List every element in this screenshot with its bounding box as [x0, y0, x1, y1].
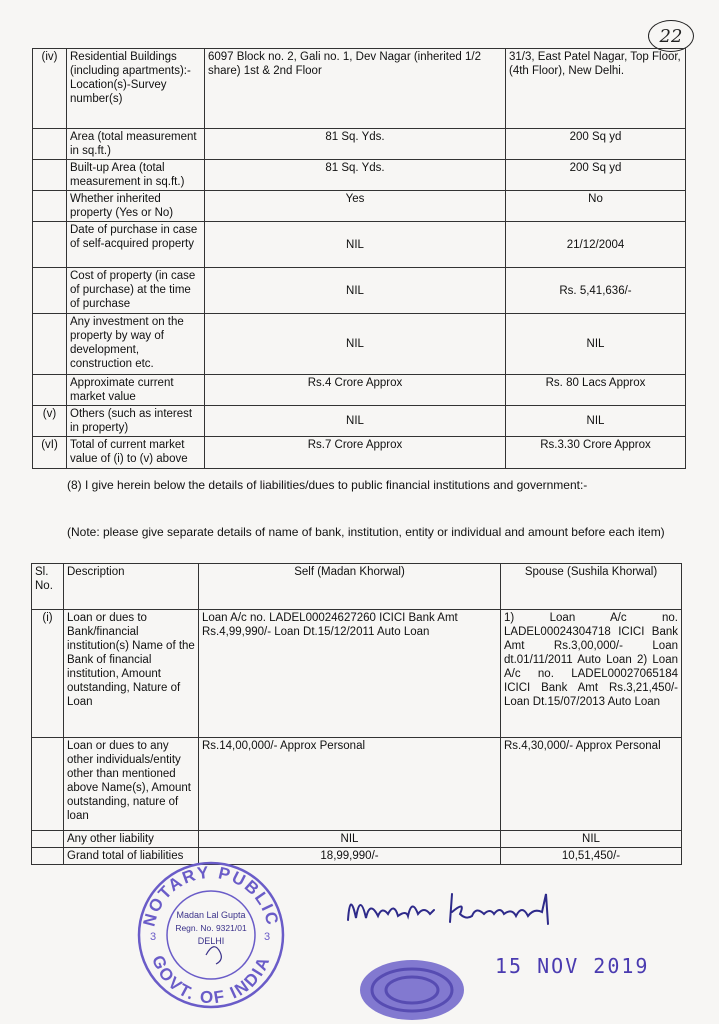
- description-cell: Residential Buildings (including apartments):- Location(s)-Survey number(s): [67, 49, 205, 129]
- sno-cell: [33, 222, 67, 268]
- self-cell: 6097 Block no. 2, Gali no. 1, Dev Nagar (inherited 1/2 share) 1st & 2nd Floor: [205, 49, 506, 129]
- description-cell: Loan or dues to Bank/financial institution(s) Name of the Bank of financial institution, Amount outstanding, Nature of Loan: [64, 610, 199, 738]
- self-cell: 81 Sq. Yds.: [205, 129, 506, 160]
- spouse-cell: NIL: [501, 831, 682, 848]
- description-cell: Any investment on the property by way of development, construction etc.: [67, 314, 205, 375]
- liabilities-note: (Note: please give separate details of name of bank, institution, entity or individual and amount before each item): [67, 525, 665, 539]
- table-row: [32, 831, 682, 848]
- self-cell: Rs.14,00,000/- Approx Personal: [199, 738, 501, 831]
- table-row: [33, 129, 686, 160]
- description-cell: Whether inherited property (Yes or No): [67, 191, 205, 222]
- sno-cell: [33, 129, 67, 160]
- svg-text:GOVT. OF INDIA: [148, 953, 274, 1008]
- thumb-impression: [350, 952, 470, 1022]
- description-header: Description: [64, 564, 199, 610]
- stamp-number-right: 3: [264, 931, 271, 943]
- description-cell: Area (total measurement in sq.ft.): [67, 129, 205, 160]
- spouse-cell: Rs.3.30 Crore Approx: [506, 437, 686, 469]
- stamp-notary-name: Madan Lal Gupta: [176, 910, 246, 920]
- self-cell: Rs.7 Crore Approx: [205, 437, 506, 469]
- spouse-cell: 200 Sq yd: [506, 129, 686, 160]
- self-cell: Yes: [205, 191, 506, 222]
- description-cell: Grand total of liabilities: [64, 848, 199, 865]
- sno-cell: [33, 375, 67, 406]
- stamp-top-text: NOTARY PUBLIC: [139, 862, 283, 929]
- sno-cell: [33, 268, 67, 314]
- sno-cell: [32, 848, 64, 865]
- stamp-place: DELHI: [197, 936, 225, 946]
- table-row: [33, 437, 686, 469]
- spouse-cell: 31/3, East Patel Nagar, Top Floor, (4th Floor), New Delhi.: [506, 49, 686, 129]
- spouse-cell: NIL: [506, 406, 686, 437]
- signature: [342, 880, 582, 940]
- table-row: [33, 406, 686, 437]
- description-cell: Approximate current market value: [67, 375, 205, 406]
- self-header: Self (Madan Khorwal): [199, 564, 501, 610]
- sno-cell: (vI): [33, 437, 67, 469]
- table-row: [32, 738, 682, 831]
- sno-cell: (v): [33, 406, 67, 437]
- date-stamp: 15 NOV 2019: [495, 954, 650, 978]
- table-row: [33, 222, 686, 268]
- table-header-row: [32, 564, 682, 610]
- sno-cell: (i): [32, 610, 64, 738]
- table-row: [33, 191, 686, 222]
- spouse-cell: 200 Sq yd: [506, 160, 686, 191]
- sno-cell: [33, 160, 67, 191]
- stamp-number-left: 3: [150, 931, 157, 943]
- assets-table: [32, 48, 686, 469]
- self-cell: Rs.4 Crore Approx: [205, 375, 506, 406]
- description-cell: Date of purchase in case of self-acquired property: [67, 222, 205, 268]
- self-cell: NIL: [205, 406, 506, 437]
- stamp-initial-scribble: [206, 947, 221, 964]
- description-cell: Any other liability: [64, 831, 199, 848]
- spouse-cell: Rs. 5,41,636/-: [506, 268, 686, 314]
- liabilities-table: [31, 563, 682, 865]
- table-row: [33, 268, 686, 314]
- table-row: [33, 375, 686, 406]
- sno-cell: [32, 831, 64, 848]
- spouse-cell: NIL: [506, 314, 686, 375]
- self-cell: NIL: [199, 831, 501, 848]
- stamp-regn: Regn. No. 9321/01: [175, 923, 247, 933]
- self-cell: NIL: [205, 222, 506, 268]
- table-row: [32, 610, 682, 738]
- spouse-cell: Rs. 80 Lacs Approx: [506, 375, 686, 406]
- description-cell: Others (such as interest in property): [67, 406, 205, 437]
- table-row: [33, 314, 686, 375]
- description-cell: Built-up Area (total measurement in sq.ft.): [67, 160, 205, 191]
- spouse-cell: No: [506, 191, 686, 222]
- spouse-cell: 10,51,450/-: [501, 848, 682, 865]
- page-number: 22: [648, 20, 694, 52]
- spouse-cell: 1) Loan A/c no. LADEL00024304718 ICICI Bank Amt Rs.3,00,000/- Loan dt.01/11/2011 Auto Loan 2) Loan A/c no. LADEL00027065184 ICICI Bank Amt Rs.3,21,450/- Loan Dt.15/07/2013 Auto Loan: [501, 610, 682, 738]
- self-cell: 18,99,990/-: [199, 848, 501, 865]
- sno-cell: [33, 314, 67, 375]
- table-row: [33, 160, 686, 191]
- table-row: [32, 848, 682, 865]
- self-cell: 81 Sq. Yds.: [205, 160, 506, 191]
- notary-stamp: [136, 860, 286, 1010]
- self-cell: NIL: [205, 268, 506, 314]
- sno-cell: [33, 191, 67, 222]
- sno-header: Sl. No.: [32, 564, 64, 610]
- spouse-header: Spouse (Sushila Khorwal): [501, 564, 682, 610]
- description-cell: Total of current market value of (i) to (v) above: [67, 437, 205, 469]
- description-cell: Loan or dues to any other individuals/entity other than mentioned above Name(s), Amount outstanding, nature of loan: [64, 738, 199, 831]
- sno-cell: [32, 738, 64, 831]
- self-cell: NIL: [205, 314, 506, 375]
- self-cell: Loan A/c no. LADEL00024627260 ICICI Bank Amt Rs.4,99,990/- Loan Dt.15/12/2011 Auto Loan: [199, 610, 501, 738]
- spouse-cell: 21/12/2004: [506, 222, 686, 268]
- sno-cell: (iv): [33, 49, 67, 129]
- stamp-bottom-text: GOVT. OF INDIA: [148, 952, 274, 1008]
- table-row: [33, 49, 686, 129]
- liabilities-intro: (8) I give herein below the details of liabilities/dues to public financial institutions and government:-: [67, 478, 588, 492]
- description-cell: Cost of property (in case of purchase) at the time of purchase: [67, 268, 205, 314]
- spouse-cell: Rs.4,30,000/- Approx Personal: [501, 738, 682, 831]
